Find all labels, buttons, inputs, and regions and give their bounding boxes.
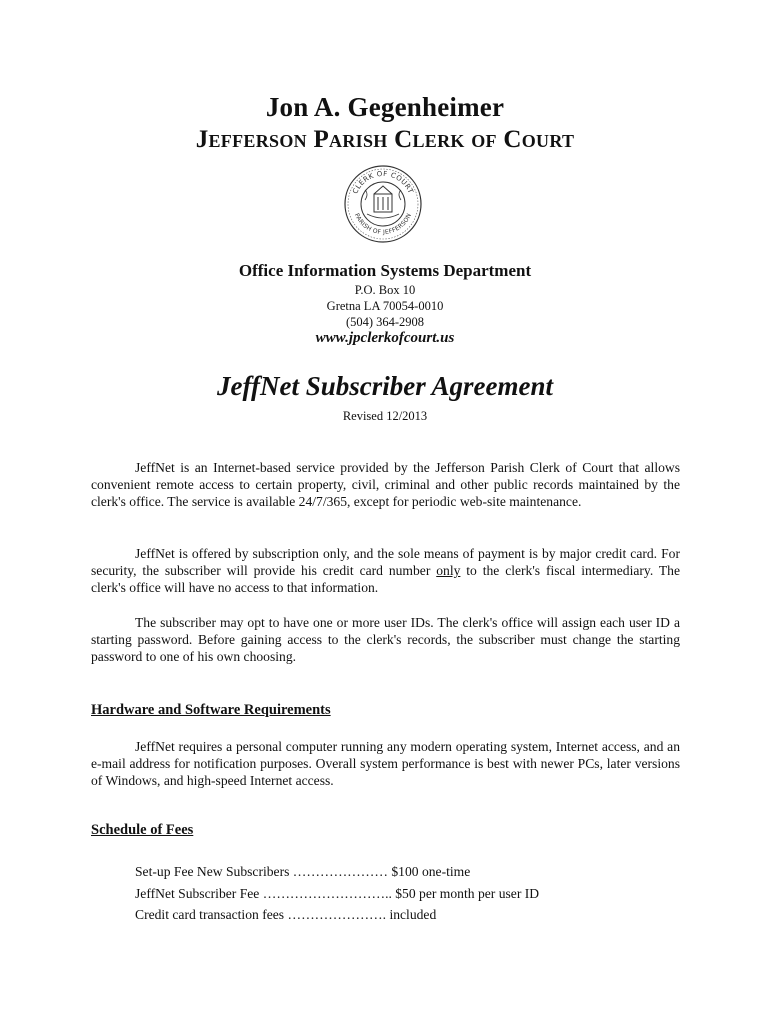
parish-seal-icon (343, 164, 423, 244)
fee-row-card-transaction: Credit card transaction fees …………………. included (135, 907, 437, 922)
address-line1: P.O. Box 10 (354, 283, 416, 297)
department-name: Office Information Systems Department (238, 261, 532, 280)
intro-paragraph-2 (91, 545, 680, 596)
clerk-name: Jon A. Gegenheimer (265, 92, 505, 122)
phone-number: (504) 364-2908 (345, 315, 425, 329)
fee-row-setup: Set-up Fee New Subscribers ………………… $100 one-time (135, 864, 471, 879)
fees-heading: Schedule of Fees (91, 822, 194, 838)
seal-top-text: CLERK OF COURT (351, 169, 415, 196)
office-title: Jefferson Parish Clerk of Court (195, 126, 575, 153)
svg-text:PARISH OF JEFFERSON (353, 212, 413, 236)
hardware-heading: Hardware and Software Requirements (91, 702, 331, 718)
p2-text-before: JeffNet is offered by subscription only, and the sole means of payment is by major credit card. For security, the subscriber will provide his credit card number (91, 546, 680, 578)
fee-row-subscriber: JeffNet Subscriber Fee ……………………….. $50 per month per user ID (135, 885, 540, 901)
revision-date: Revised 12/2013 (342, 409, 428, 423)
website-link[interactable]: www.jpclerkofcourt.us (315, 330, 455, 346)
hardware-paragraph: JeffNet requires a personal computer running any modern operating system, Internet access, and an e-mail address for notification purposes. Overall system performance is best with newer PCs, later versions of Windows, and high-speed Internet access. (91, 739, 680, 788)
document-title: JeffNet Subscriber Agreement (217, 371, 553, 401)
address-line2: Gretna LA 70054-0010 (326, 299, 444, 313)
p2-emphasis-only: only (436, 563, 461, 578)
fee-schedule-list (135, 861, 539, 926)
intro-paragraph-3: The subscriber may opt to have one or more user IDs. The clerk's office will assign each user ID a starting password. Before gaining access to the clerk's records, the subscriber must change the starting password to one of his own choosing. (91, 615, 680, 664)
seal-bottom-text: PARISH OF JEFFERSON (352, 212, 414, 237)
p2-text-after: to the clerk's fiscal intermediary. The clerk's office will have no access to that information. (91, 563, 680, 595)
intro-paragraph-1: JeffNet is an Internet-based service provided by the Jefferson Parish Clerk of Court that allows convenient remote access to certain property, civil, criminal and other public records maintained by the clerk's office. The service is available 24/7/365, except for periodic web-site maintenance. (91, 460, 680, 509)
